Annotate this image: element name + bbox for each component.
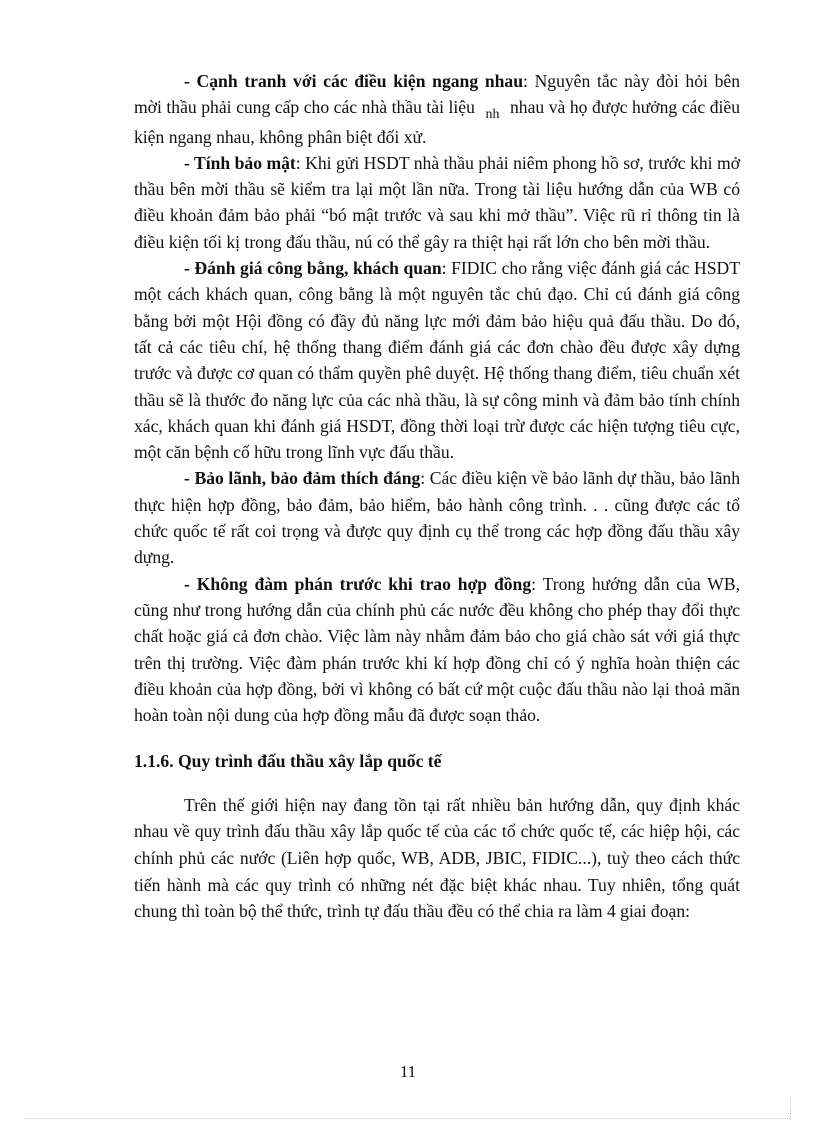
paragraph-lead: - Bảo lãnh, bảo đảm thích đáng	[184, 468, 421, 489]
margin-rule	[790, 1098, 791, 1120]
subscript-fragment: nh	[485, 107, 500, 123]
paragraph-text: : Nguyên tắc này đòi hỏi bên mời thầu phải cung cấp cho các nhà thầu tài liệu	[134, 71, 740, 118]
paragraph-text: : FIDIC cho rằng việc đánh giá các HSDT một cách khách quan, công bằng là một nguyên tắc chủ đạo. Chỉ cú đánh giá công bằng bởi một Hội đồng có đầy đủ năng lực mới đảm bảo hiệu quả đấu thầu. Do đó, tất cả các tiêu chí, hệ thống thang điểm đánh giá các đơn chào đều được xây dựng trước và được cơ quan có thẩm quyền phê duyệt. Hệ thống thang điểm, tiêu chuẩn xét thầu sẽ là thước đo năng lực của các nhà thầu, là sự công minh và đảm bảo tính chính xác, khách quan khi đánh giá HSDT, đồng thời loại trừ được các hiện tượng tiêu cực, một căn bệnh cố hữu trong lĩnh vực đấu thầu.	[134, 258, 740, 463]
page-number: 11	[399, 1062, 417, 1081]
paragraph-no-negotiation	[134, 571, 740, 729]
paragraph-lead: - Cạnh tranh với các điều kiện ngang nhau	[184, 71, 523, 91]
paragraph-text: : Các điều kiện về bảo lãnh dự thầu, bảo lãnh thực hiện hợp đồng, bảo đảm, bảo hiểm, bảo hành công trình. . . cũng được các tổ chức quốc tế rất coi trọng và được quy định cụ thể trong các hợp đồng đấu thầu xây dựng.	[134, 468, 740, 568]
paragraph-text: : Khi gửi HSDT nhà thầu phải niêm phong hồ sơ, trước khi mở thầu bên mời thầu sẽ kiểm tra lại một lần nữa. Trong tài liệu hướng dẫn của WB có điều khoản đảm bảo phải “bó mật trước và sau khi mở thầu”. Việc rũ rỉ thông tin là điều kiện tối kị trong đấu thầu, nú có thể gây ra thiệt hại rất lớn cho bên mời thầu.	[134, 152, 740, 252]
section-paragraph: Trên thế giới hiện nay đang tồn tại rất nhiều bản hướng dẫn, quy định khác nhau về quy trình đấu thầu xây lắp quốc tế của các tổ chức quốc tế, các hiệp hội, các chính phủ các nước (Liên hợp quốc, WB, ADB, JBIC, FIDIC...), tuỳ theo cách thức tiến hành mà các quy trình có những nét đặc biệt khác nhau. Tuy nhiên, tổng quát chung thì toàn bộ thể thức, trình tự đấu thầu đều có thể chia ra làm 4 giai đoạn:	[134, 794, 740, 922]
page-body	[134, 68, 740, 925]
section-heading: 1.1.6. Quy trình đấu thầu xây lắp quốc tế	[134, 751, 442, 772]
paragraph-competition	[134, 68, 740, 150]
paragraph-lead: - Đánh giá công bằng, khách quan	[184, 258, 442, 279]
paragraph-fair-evaluation	[134, 255, 740, 465]
paragraph-lead: - Không đàm phán trước khi trao hợp đồng	[184, 573, 532, 594]
paragraph-lead: - Tính bảo mật	[184, 152, 296, 173]
footer-divider	[26, 1118, 790, 1119]
paragraph-text: nhau và họ được hưởng các điều kiện ngang nhau, không phân biệt đối xử.	[134, 97, 740, 147]
paragraph-confidentiality	[134, 150, 740, 255]
paragraph-text: : Trong hướng dẫn của WB, cũng như trong hướng dẫn của chính phủ các nước đều không cho phép thay đổi thực chất hoặc giá cả đơn chào. Việc làm này nhằm đảm bảo cho giá chào sát với giá thực trên thị trường. Việc đàm phán trước khi kí hợp đồng chỉ có ý nghĩa hoàn thiện các điều khoản của hợp đồng, bởi vì không có bất cứ một cuộc đấu thầu nào lại thoả mãn hoàn toàn nội dung của hợp đồng mẫu đã được soạn thảo.	[134, 573, 740, 726]
paragraph-guarantee	[134, 465, 740, 570]
